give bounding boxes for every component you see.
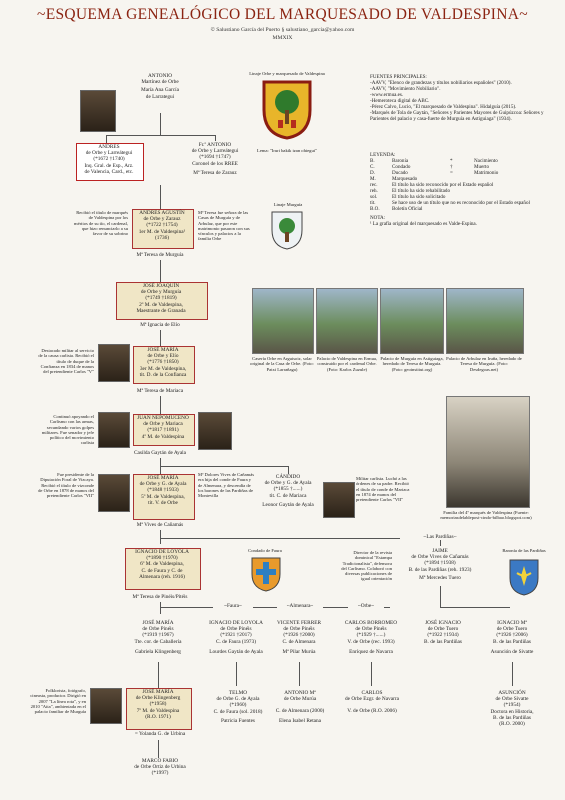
ignacio-loyola-entry: IGNACIO DE LOYOLA (*1890 †1970) 6º M. de Valdespina, C. de Faura y C. de Almenara (reh. 1916) bbox=[135, 549, 189, 580]
credit-line: © Salustiano García del Puerto § salustiano_garcia@yahoo.com bbox=[210, 27, 355, 33]
andres-agustin-entry: ANDRES AGUSTÍN de Orbe y Zarauz (*1722 †1754) 1er M. de Valdespina¹ (1736) bbox=[138, 210, 186, 241]
note-jaime: Director de la revista dominical "Estampa Tradicionalista", defensora del Carlismo. Colaboró con diversas publicaciones de igual orientación bbox=[341, 550, 392, 582]
photo-family bbox=[446, 396, 530, 508]
jose-maria-3-entry: JOSÉ MARÍA de Orbe y Elío (*1776 †1850) 3er M. de Valdespina, tit. D. de la Confianza bbox=[139, 347, 187, 378]
portrait-jose-maria-5 bbox=[98, 474, 130, 512]
marco-fabio-entry: MARCO FABIO de Orbe Ortiz de Urbina (*1997) bbox=[134, 758, 186, 777]
caption-arbulaz: Palacio de Arbulaz en Iruña, heredado de Teresa de Murguía. (Foto: Desdegoas.net) bbox=[446, 356, 522, 372]
andres-entry: ANDRES de Orbe y Larreátegui (*1672 †1740) Inq. Gral. de Esp., Arz. de Valencia, Card., etc. bbox=[84, 144, 134, 175]
portrait-juan-nepomuceno bbox=[98, 412, 130, 448]
photo-palacio-murguia bbox=[380, 288, 444, 354]
g9-2-entry: VICENTE FERRER de Orbe Pinéis (*1926 †2000) C. de Almenara Mª Pilar Murúa bbox=[277, 620, 321, 655]
antonio-entry: ANTONIO Martínez de Orbe María Ana García de Larrategui bbox=[141, 73, 179, 100]
branch-pardinas: ~Las Pardiñas~ bbox=[400, 534, 480, 540]
portrait-candido bbox=[323, 482, 355, 518]
legend-block: LEYENDA: B. Baronía * Nacimiento C. Condado † Muerto D. Ducado = Matrimonio M. Marquesado rec. El título ha sido reconocido por el Estado español reh. El título ha sido rehabilitado sol. El título ha sido solicitado tit. Se hace uso de un título que no es reconocido por el Estado español B.O. Boletín Oficial NOTA: ¹ La grafía original del marquesado es Valde-Espina. bbox=[370, 152, 530, 227]
jose-maria-5-entry: JOSÉ MARÍA de Orbe y G. de Ayala (*1848 †1933) 5º M. de Valdespina, tit. V. de Orbe bbox=[139, 475, 187, 506]
note-jose-maria-7: Folklorista, fotógrafo, cineasta, productor. Dirigió en 2007 "La línea rota", y en 2010 "Aita", ambientada en el palacio familiar de Murguía bbox=[30, 688, 86, 715]
photo-palacio-valdespina bbox=[316, 288, 378, 354]
portrait-casilda bbox=[198, 412, 232, 450]
g9-1-entry: IGNACIO DE LOYOLA de Orbe Pinéis (*1921 †2017) C. de Faura (1973) Lourdes Gaytán de Ayala bbox=[209, 620, 263, 655]
spouse-g4: Mª Ignacia de Elío bbox=[140, 322, 180, 328]
year: MMXIX bbox=[272, 35, 293, 41]
portrait-jose-maria-7 bbox=[90, 688, 122, 724]
caption-caseria: Casería Orbe en Arguisoiz, solar original de la Casa de Orbe. (Foto: Patxi Larrañaga) bbox=[250, 356, 314, 372]
page-title: ~ESQUEMA GENEALÓGICO DEL MARQUESADO DE VALDESPINA~ bbox=[37, 6, 528, 23]
g9-4-entry: JOSÉ IGNACIO de Orbe Tuero (*1922 †1934) B. de las Pardiñas bbox=[424, 620, 462, 645]
jaime-entry: JAIME de Orbe Vives de Cañamás (*1894 †1938) B. de las Pardiñas (reh. 1923) Mª Mercedes Tuero bbox=[408, 548, 472, 581]
caption-valdespina: Palacio de Valdespina en Ermua, construido por el cardenal Orbe. (Foto: Karlos Zuzule) bbox=[316, 356, 378, 372]
juan-nepomuceno-entry: JUAN NEPOMUCENO de Orbe y Mariaca (*1817 †1891) 4º M. de Valdespina bbox=[137, 415, 189, 440]
spouse-g3: Mª Teresa de Murguía bbox=[136, 252, 184, 258]
murguia-shield-icon bbox=[270, 210, 304, 250]
coat-murguia-label: Linaje Murguía bbox=[273, 202, 303, 207]
portrait-jose-maria-3 bbox=[98, 344, 130, 382]
photo-caseria-orbe bbox=[252, 288, 314, 354]
spouse-g8: Mª Teresa de Pinéis/Pitéis bbox=[132, 594, 188, 600]
caption-murguia: Palacio de Murguía en Astiguiaga, heredado de Teresa de Murguía. (Foto: geoinstitut.org) bbox=[380, 356, 444, 372]
coat-faura-label: Condado de Faura bbox=[248, 548, 282, 553]
g10-4-entry: ASUNCIÓN de Orbe Sivatte (*1954) Doctora en Historia, B. de las Pardiñas (R.O. 2000) bbox=[490, 690, 534, 728]
branch-almenara: ~Almenara~ bbox=[277, 603, 323, 609]
note-juan-nepomuceno: Continuó apoyando el Carlismo con las armas, secundando varios golpes militares. Fue senador y jefe político del movimiento carlista bbox=[41, 414, 94, 446]
g10-2-entry: ANTONIO Mª de Orbe Murúa C. de Almenara (2000) Elena Isabel Retana bbox=[275, 690, 325, 724]
faura-shield-icon bbox=[250, 556, 282, 592]
orbe-shield-icon bbox=[262, 80, 312, 140]
note-murguia: Mª Teresa fue señora de las Casas de Murguía y de Arbulaz, que por este matrimonio pasaron con sus vínculos y palacios a la familia Orbe bbox=[198, 210, 250, 242]
note-vives: Mª Dolores Vives de Cañamás era hija del conde de Faura y de Almenara, y descendía de los barones de las Pardiñas de Montevilla bbox=[198, 472, 255, 499]
note-andres-agustin: Recibió el título de marqués de Valdespina por los méritos de su tío, el cardenal, que hizo renunciarlo a su favor de su sobrino bbox=[74, 210, 128, 237]
photo-palacio-arbulaz bbox=[446, 288, 524, 354]
sources-block: FUENTES PRINCIPALES: -AAVV, "Elenco de grandezas y títulos nobiliarios españoles" (2010). -AAVV, "Movimiento Nobiliario". -www.ermua.es. -Hemeroteca digital de ABC. -Pérez Calvo, Lucio, "El marquesado de Valdespina". Hidalguía (2015). -Marqués de Tola de Gaytán, "Señores y Parientes Mayores de Guipúzcoa: Señores y Parientes del palacio y casa-fuerte de Murguía en Astiguiaga" (1934). bbox=[370, 74, 544, 122]
g10-3-entry: CARLOS de Orbe Ezgr. de Navarra V. de Orbe (R.O. 2006) bbox=[345, 690, 399, 715]
g10-1-entry: TELMO de Orbe G. de Ayala (*1960) C. de Faura (sol. 2018) Patricia Fuentes bbox=[213, 690, 263, 724]
caption-family: Familia del 4º marqués de Valdespina (Fuente: memoriasdelablepost-cindo-bilbao.blogspot.com) bbox=[440, 510, 532, 521]
coat-pardinas-label: Baronía de las Pardiñas bbox=[502, 548, 546, 553]
spouse-g10: = Yolanda G. de Urbina bbox=[134, 731, 186, 737]
candido-entry: CÁNDIDO de Orbe y G. de Ayala (*1855 †......) tit. C. de Mariaca Leonor Gaytán de Ayala bbox=[262, 474, 314, 508]
branch-faura: ~Faura~ bbox=[213, 603, 253, 609]
g9-3-entry: CARLOS BORROMEO de Orbe Pinéis (*1929 †......) V. de Orbe (rec. 1993) Enríquez de Navarra bbox=[344, 620, 398, 655]
g10-0-entry: JOSÉ MARÍA de Orbe Klingenberg (*1958) 7º M. de Valdespina (R.O. 1971) bbox=[135, 689, 181, 720]
note-jose-maria-5: Fue presidente de la Diputación Foral de Vizcaya. Recibió el título de vizconde de Orbe en 1878 de manos del pretendiente Carlos "VII" bbox=[38, 472, 94, 499]
branch-orbe: ~Orbe~ bbox=[348, 603, 384, 609]
pardinas-shield-icon bbox=[508, 558, 540, 596]
spouse-g6: Casilda Gaytán de Ayala bbox=[133, 450, 187, 456]
note-jose-maria-3: Destacado militar al servicio de la causa carlista. Recibió el título de duque de la Confianza en 1834 de manos del pretendiente Carlos "V" bbox=[38, 348, 94, 375]
portrait-andres bbox=[80, 90, 116, 132]
g9-5-entry: IGNACIO Mª de Orbe Tuero (*1926 †2006) B. de las Pardiñas Asunción de Sivatte bbox=[490, 620, 534, 655]
spouse-g5: Mª Teresa de Mariaca bbox=[136, 388, 184, 394]
g9-0-entry: JOSÉ MARÍA de Orbe Pinéis (*1919 †1967) Tte. cor. de Caballería Gabriela Klingenberg bbox=[134, 620, 182, 655]
francisco-antonio-entry: Fr.º ANTONIO de Orbe y Larreátegui (*1694 †1747) Coronel de los RREE Mª Teresa de Zarauz bbox=[191, 142, 239, 176]
jose-joaquin-entry: JOSÉ JOAQUÍN de Orbe y Murguía (*1749 †1819) 2º M. de Valdespina, Maestrante de Granada bbox=[136, 283, 186, 314]
coat-orbe-motto: Lema: "Iruri bakik izan ohiegui" bbox=[257, 148, 317, 153]
note-candido: Militar carlista. Luchó a las órdenes de su padre. Recibió el título de conde de Mariaca en 1874 de manos del pretendiente Carlos "VII" bbox=[356, 476, 410, 503]
spouse-g7: Mª Vives de Cañamás bbox=[136, 522, 184, 528]
coat-orbe-label: Linaje Orbe y marquesado de Valdespina bbox=[249, 71, 325, 76]
